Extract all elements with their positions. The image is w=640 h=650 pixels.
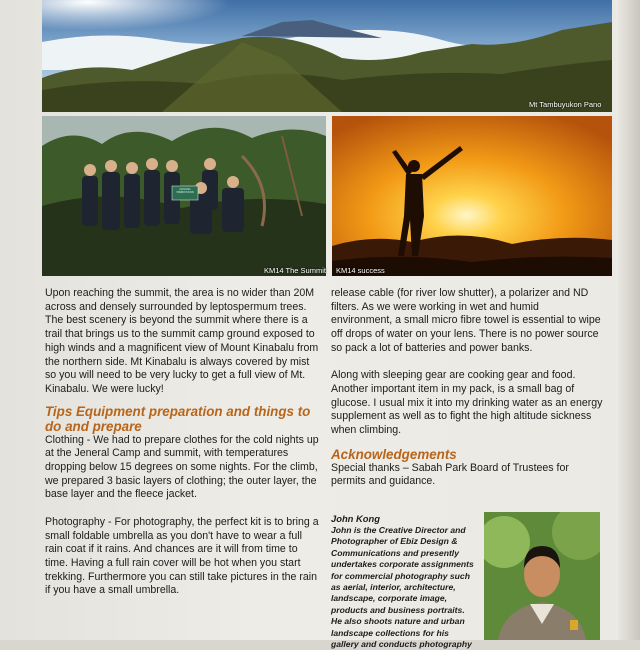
panorama-photo	[42, 0, 612, 112]
tips-heading: Tips Equipment preparation and things to do and prepare	[45, 403, 311, 434]
panorama-caption: Mt Tambuyukon Pano	[529, 100, 602, 109]
clothing-paragraph: Clothing - We had to prepare clothes for the cold nights up at the Jeneral Camp and summit, with temperatures dropping below 15 degrees on some nights. For the climb, we prepared 3 basic layers of clothing; the outer layer, the base layer and the fleece jacket.	[45, 433, 319, 501]
author-bio-block	[331, 513, 477, 650]
summit-description: Upon reaching the summit, the area is no wider than 20M across and densely surrounded by leptospermum trees. The best scenery is beyond the summit where there is a trail that brings us to the summit camp ground exposed to high winds and a magnificent view of Mount Kinabalu from the northern side. Mt Kinabalu is always covered by mist so you will need to be very lucky to get a full view of Mt. Kinabalu. We were lucky!	[45, 287, 319, 395]
sleeping-gear-paragraph: Along with sleeping gear are cooking gear and food. Another important item in my pack, is a small bag of glucose. I usual mix it into my drinking water as an energy supplement as well as to fight the high altitude sickness when climbing.	[331, 369, 603, 437]
page-spine-shadow	[618, 0, 640, 640]
author-bio: John is the Creative Director and Photographer of Ebiz Design & Communications and presently undertakes corporate assignments for commercial photography such as aerial, interior, architecture, landscape, corporate image, products and business portraits. He also shoots nature and urban landscape collections for his gallery and conducts photography	[331, 525, 474, 650]
author-name: John Kong	[331, 513, 380, 524]
acknowledgements-text: Special thanks – Sabah Park Board of Trustees for permits and guidance.	[331, 461, 569, 488]
right-column	[331, 287, 603, 493]
left-column	[45, 287, 320, 612]
release-paragraph: release cable (for river low shutter), a polarizer and ND filters. As we were working in wet and humid environment, a small micro fibre towel is essential to wipe off drops of water on your lens. There is no power source so pack a lot of batteries and power banks.	[331, 287, 601, 354]
summit-sign: GUNUNG TAMBUYUKON	[176, 188, 194, 194]
summit-caption: KM14 The Summit	[264, 266, 326, 275]
author-portrait	[484, 512, 600, 640]
summit-group-photo	[42, 116, 326, 276]
sunset-success-photo	[332, 116, 612, 276]
success-caption: KM14 success	[336, 266, 385, 275]
photography-paragraph: Photography - For photography, the perfect kit is to bring a small foldable umbrella as you don't have to wear a full rain coat if it rains. And chances are it will from time to time. Having a full rain cover will be hot when you start trekking. Furthermore you can still take pictures in the rain if you have a small umbrella.	[45, 515, 319, 597]
acknowledgements-heading: Acknowledgements	[331, 446, 457, 462]
